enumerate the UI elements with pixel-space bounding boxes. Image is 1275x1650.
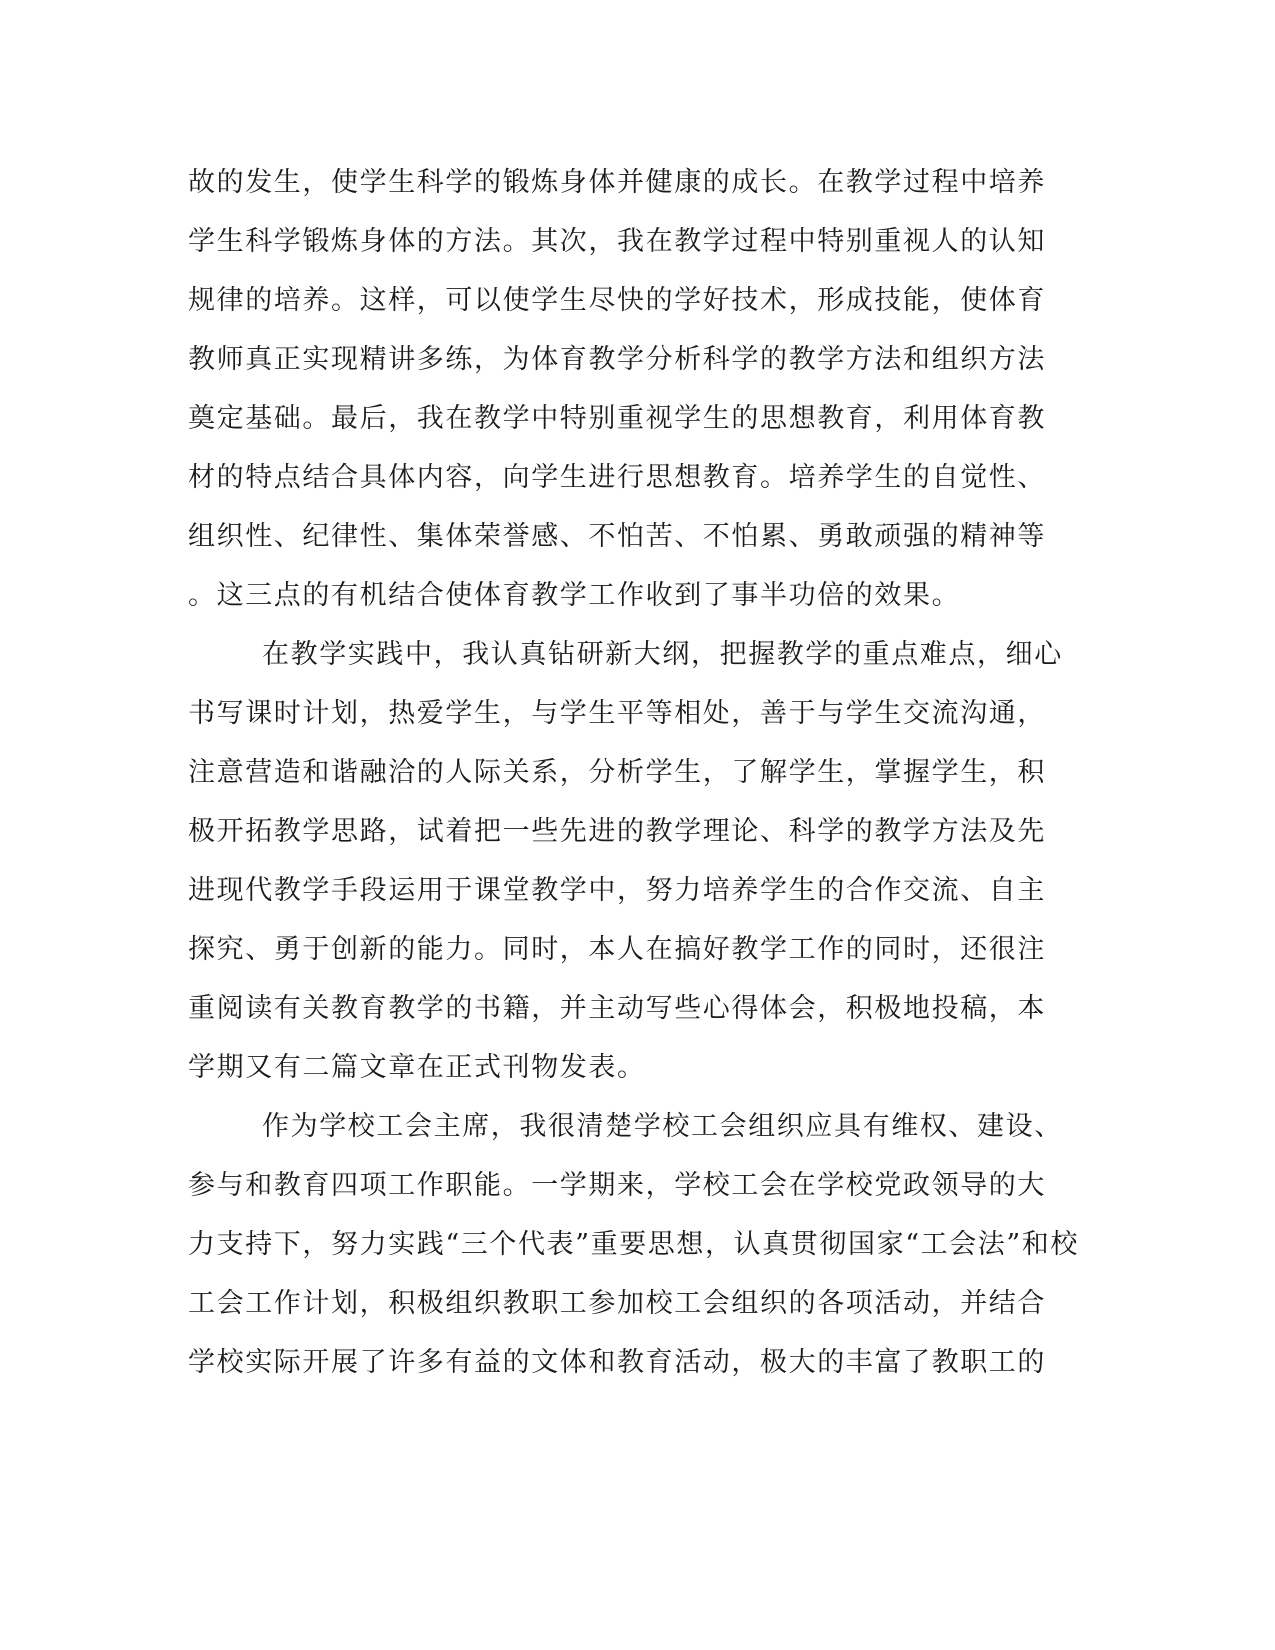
text-line: 学校实际开展了许多有益的文体和教育活动，极大的丰富了教职工的 [188,1347,1046,1378]
text-line: 极开拓教学思路，试着把一些先进的教学理论、科学的教学方法及先 [188,816,1046,847]
text-line: 学生科学锻炼身体的方法。其次，我在教学过程中特别重视人的认知 [188,226,1046,257]
text-line: 进现代教学手段运用于课堂教学中，努力培养学生的合作交流、自主 [188,875,1046,906]
text-line: 教师真正实现精讲多练，为体育教学分析科学的教学方法和组织方法 [188,344,1046,375]
text-line: 奠定基础。最后，我在教学中特别重视学生的思想教育，利用体育教 [188,403,1046,434]
paragraph-start-line: 在教学实践中，我认真钻研新大纲，把握教学的重点难点，细心 [262,639,1063,670]
text-line: 书写课时计划，热爱学生，与学生平等相处，善于与学生交流沟通， [188,698,1046,729]
text-line: 注意营造和谐融洽的人际关系，分析学生，了解学生，掌握学生，积 [188,757,1046,788]
text-line: 力支持下，努力实践“三个代表”重要思想，认真贯彻国家“工会法”和校 [188,1229,1080,1260]
text-line: 故的发生，使学生科学的锻炼身体并健康的成长。在教学过程中培养 [188,167,1046,198]
text-line: 组织性、纪律性、集体荣誉感、不怕苦、不怕累、勇敢顽强的精神等 [188,521,1046,552]
text-line: 材的特点结合具体内容，向学生进行思想教育。培养学生的自觉性、 [188,462,1046,493]
text-line: 规律的培养。这样，可以使学生尽快的学好技术，形成技能，使体育 [188,285,1046,316]
text-line: 探究、勇于创新的能力。同时，本人在搞好教学工作的同时，还很注 [188,934,1046,965]
text-line: 重阅读有关教育教学的书籍，并主动写些心得体会，积极地投稿，本 [188,993,1046,1024]
paragraph-start-line: 作为学校工会主席，我很清楚学校工会组织应具有维权、建设、 [262,1111,1063,1142]
text-line: 工会工作计划，积极组织教职工参加校工会组织的各项活动，并结合 [188,1288,1046,1319]
text-line: 参与和教育四项工作职能。一学期来，学校工会在学校党政领导的大 [188,1170,1046,1201]
text-line: 。这三点的有机结合使体育教学工作收到了事半功倍的效果。 [188,580,961,611]
text-line: 学期又有二篇文章在正式刊物发表。 [188,1052,646,1083]
